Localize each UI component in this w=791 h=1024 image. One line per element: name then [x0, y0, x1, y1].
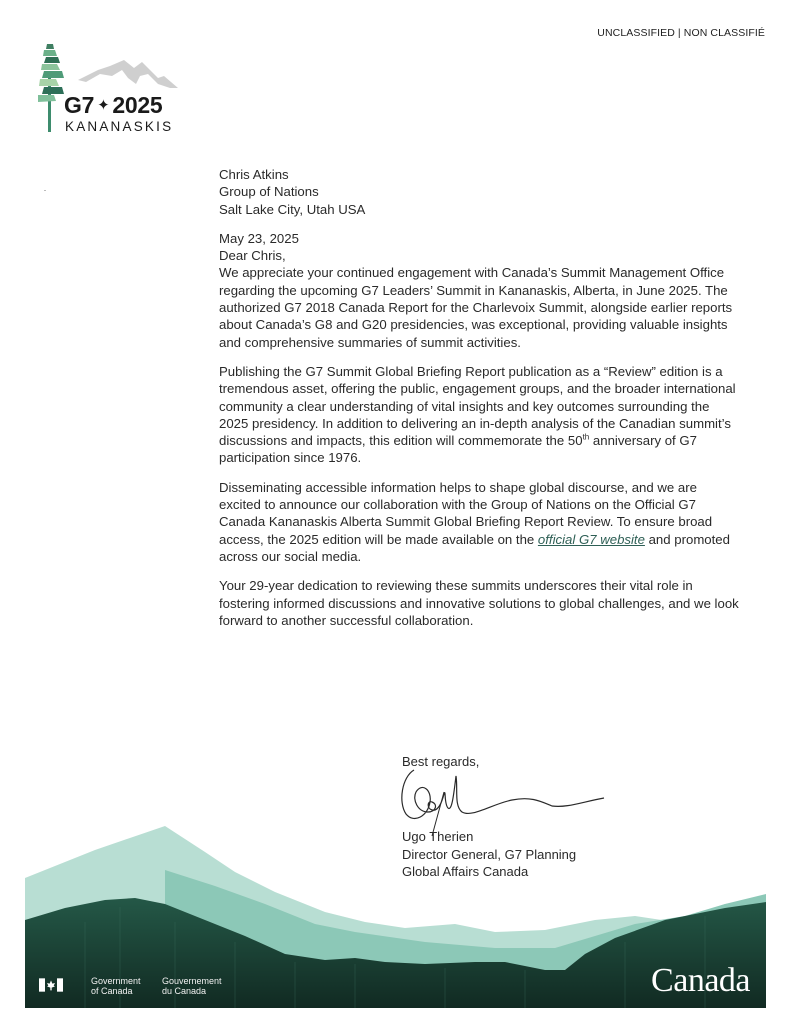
signer-title: Director General, G7 Planning: [402, 846, 577, 862]
sign-off: Best regards,: [402, 754, 480, 769]
gov-fr-line-1: Gouvernement: [162, 976, 222, 986]
ordinal-suffix: th: [582, 432, 590, 442]
letter-date: May 23, 2025: [219, 230, 299, 246]
recipient-name: Chris Atkins: [219, 167, 289, 182]
recipient-address: [219, 166, 739, 218]
official-g7-website-link[interactable]: official G7 website: [537, 531, 645, 547]
paragraph-1: We appreciate your continued engagement with Canada’s Summit Management Office regarding the upcoming G7 Leaders’ Summit in Kananaskis, Alberta, in June 2025. The authorized G7 2018 Canada Report for the Charlevoix Summit, alongside earlier reports about Canada’s G8 and G20 presidencies, was exceptional, providing valuable insights and comprehensive summaries of summit activities.: [219, 265, 733, 350]
signer-department: Global Affairs Canada: [402, 863, 529, 879]
paragraph-2-text-a: Publishing the G7 Summit Global Briefing Report publication as a “Review” edition is a tremendous asset, offering the public, engagement groups, and the broader international community a clear understanding of vital insights and key outcomes surrounding the 2025 presidency. In addition to delivering an in-depth analysis of the Canadian summit’s discussions and impacts, this edition will commemorate the 50: [219, 363, 736, 449]
paragraph-2: [219, 363, 739, 467]
footer-landscape: [25, 812, 766, 1008]
wordmark-flag-icon: [25, 812, 41, 824]
mountain-icon: [78, 60, 178, 88]
paragraph-3-text-b: and promoted across our social media.: [219, 531, 730, 564]
logo-location: KANANASKIS: [65, 119, 174, 134]
salutation: Dear Chris,: [219, 248, 286, 264]
government-of-canada-en: [91, 976, 141, 996]
paragraph-2-text-b: anniversary of G7 participation since 1976.: [219, 433, 697, 466]
tree-icon: [38, 44, 64, 132]
g7-2025-kananaskis-logo: [38, 40, 188, 135]
scan-artifact: [44, 190, 46, 191]
logo-event: G7: [64, 92, 95, 118]
logo-title: [64, 92, 162, 119]
paragraph-4: Your 29-year dedication to reviewing these summits underscores their vital role in fostering informed discussions and innovative solutions to global challenges, and we look forward to another successful collaboration.: [219, 578, 739, 628]
letter-body: [219, 166, 739, 641]
recipient-organization: Group of Nations: [219, 184, 319, 200]
signer-name: Ugo Therien: [402, 829, 474, 845]
gov-fr-line-2: du Canada: [162, 986, 207, 996]
canada-wordmark: Canada: [651, 962, 750, 999]
canada-flag-icon: [39, 978, 63, 992]
logo-year: 2025: [112, 92, 163, 118]
paragraph-3-text-a: Disseminating accessible information helps to shape global discourse, and we are excited to announce our collaboration with the Group of Nations on the Official G7 Canada Kananaskis Alberta Summit Global Briefing Report Review. To ensure broad access, the 2025 edition will be made available on the: [219, 479, 713, 547]
classification-label: UNCLASSIFIED | NON CLASSIFIÉ: [597, 27, 765, 39]
gouvernement-du-canada-fr: [162, 976, 222, 996]
gov-en-line-1: Government: [91, 976, 141, 986]
paragraph-3: [219, 479, 739, 565]
recipient-location: Salt Lake City, Utah USA: [219, 201, 366, 217]
gov-en-line-2: of Canada: [91, 986, 133, 996]
maple-leaf-icon: ✦: [97, 97, 110, 114]
